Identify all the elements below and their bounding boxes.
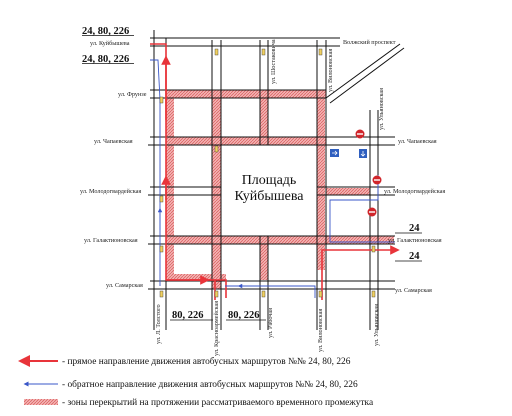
street-label-chapaevskaya-right: ул. Чапаевская — [398, 138, 437, 145]
no-entry-icon — [356, 130, 365, 139]
traffic-light-icon — [160, 291, 163, 297]
legend-forward-text: - прямое направление движения автобусных маршрутов №№ 24, 80, 226 — [62, 357, 351, 367]
one-way-signs — [330, 149, 367, 158]
street-label-l-tolstogo: ул. Л. Толстого — [155, 304, 162, 344]
closure-zone — [166, 137, 326, 145]
traffic-light-icon — [262, 291, 265, 297]
traffic-light-icon — [160, 97, 163, 103]
legend-item-reverse — [26, 379, 358, 390]
street-label-kuybysheva: ул. Куйбышева — [90, 40, 130, 47]
closure-zone — [212, 137, 221, 289]
route-label-top-main: 24, 80, 226 — [82, 26, 130, 37]
no-entry-icon — [368, 208, 377, 217]
street-label-vilonovskaya-bottom: ул. Вилоновская — [317, 308, 324, 352]
street-label-chapaevskaya-left: ул. Чапаевская — [94, 138, 133, 145]
traffic-light-icon — [372, 291, 375, 297]
legend-item-closure — [24, 397, 374, 408]
traffic-light-icon — [160, 196, 163, 202]
closure-zone — [212, 98, 221, 138]
route-label-top-second: 24, 80, 226 — [82, 54, 130, 65]
route-label-bottom-left: 80, 226 — [172, 310, 204, 321]
street-label-galaktionovskaya-right: ул. Галактионовская — [388, 237, 442, 244]
street-label-krasnoarmeyskaya: ул. Красноармейская — [213, 300, 220, 356]
closure-zone — [260, 98, 268, 138]
square-name-line2: Куйбышева — [234, 189, 304, 204]
route-label-bottom-right: 80, 226 — [228, 310, 260, 321]
street-label-ulyanovskaya-top: ул. Ульяновская — [378, 88, 385, 130]
traffic-light-icon — [215, 49, 218, 55]
one-way-sign-icon — [330, 149, 339, 157]
route-label-right-upper: 24 — [409, 223, 420, 234]
street-label-frunze: ул. Фрунзе — [118, 91, 147, 98]
street-label-rabochaya: ул. Рабочая — [267, 308, 274, 338]
reverse-route-line — [225, 286, 315, 298]
route-label-right-lower: 24 — [409, 251, 420, 262]
traffic-light-icon — [160, 246, 163, 252]
closure-swatch — [24, 399, 58, 405]
closure-zone — [166, 90, 326, 98]
traffic-light-icon — [215, 291, 218, 297]
street-label-ulyanovskaya-bottom: ул. Ульяновская — [373, 304, 380, 346]
street-label-samarskaya-right: ул. Самарская — [395, 287, 432, 294]
traffic-light-icon — [215, 146, 218, 152]
closure-zone — [326, 188, 370, 195]
no-entry-icon — [373, 176, 382, 185]
reverse-route-line — [330, 175, 395, 242]
street-label-volzhsky: Волжский проспект — [343, 39, 396, 46]
square-name-line1: Площадь — [241, 173, 297, 188]
traffic-light-icon — [319, 49, 322, 55]
street-label-molodogvardeyskaya-left: ул. Молодогвардейская — [80, 188, 142, 195]
street-label-shostakovicha: ул. Шостаковича — [270, 39, 277, 84]
street-label-vilonovskaya-top: ул. Вилоновская — [327, 48, 334, 92]
forward-route-line — [322, 250, 395, 300]
closure-zone — [166, 90, 174, 280]
legend-item-forward — [24, 356, 351, 367]
street-label-molodogvardeyskaya-right: ул. Молодогвардейская — [384, 188, 446, 195]
street-label-galaktionovskaya-left: ул. Галактионовская — [84, 237, 138, 244]
traffic-light-icon — [372, 246, 375, 252]
traffic-light-icon — [262, 49, 265, 55]
closure-zone — [260, 244, 268, 280]
street-label-samarskaya-left: ул. Самарская — [106, 282, 143, 289]
legend — [24, 356, 374, 408]
closure-zone — [166, 236, 394, 244]
legend-reverse-text: - обратное направление движения автобусных маршрутов №№ 24, 80, 226 — [62, 380, 358, 390]
one-way-sign-icon — [359, 149, 367, 158]
forward-route-line — [166, 280, 215, 300]
legend-closure-text: - зоны перекрытий на протяжении рассматриваемого временного промежутка — [62, 398, 374, 408]
traffic-light-icon — [319, 291, 322, 297]
reverse-route-line — [150, 60, 160, 286]
